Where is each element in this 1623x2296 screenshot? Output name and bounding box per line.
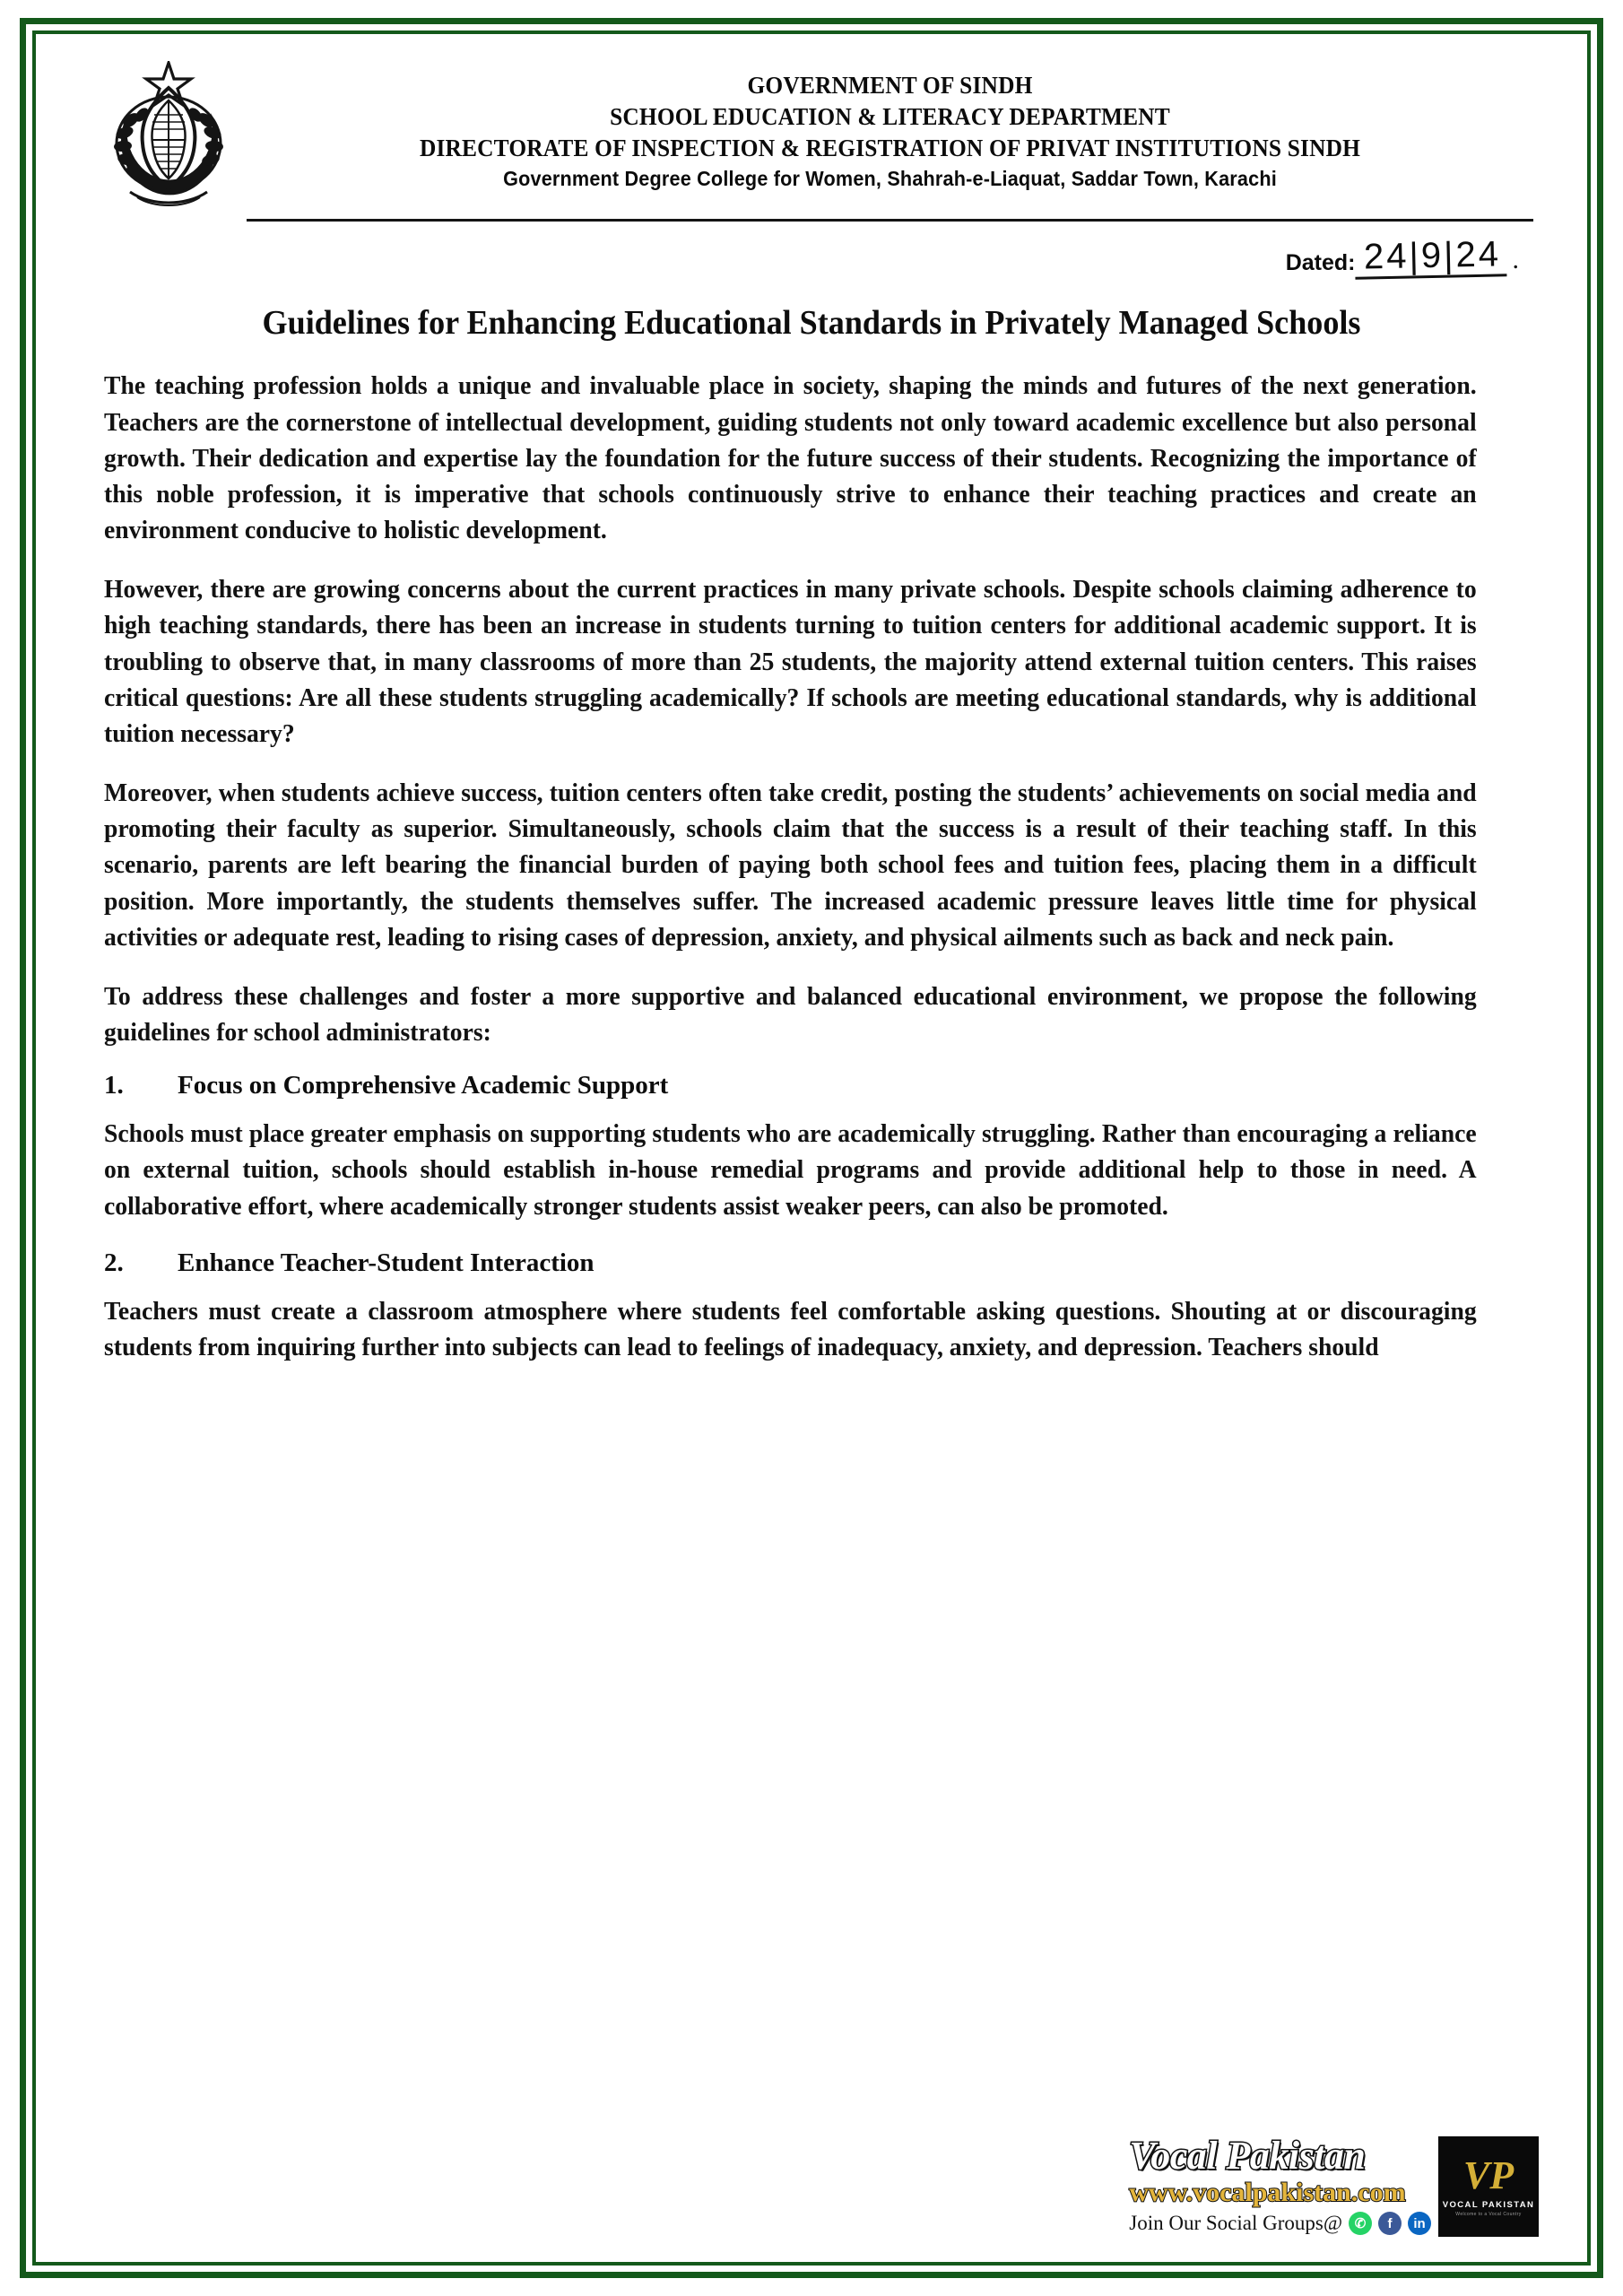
watermark-social-row <box>1129 2212 1431 2235</box>
watermark-join-label: Join Our Social Groups@ <box>1129 2212 1342 2234</box>
watermark-brand-name: Vocal Pakistan <box>1129 2133 1366 2178</box>
dated-field <box>54 222 1569 278</box>
logo-name: VOCAL PAKISTAN <box>1442 2200 1535 2210</box>
section-title-1: Focus on Comprehensive Academic Support <box>178 1071 669 1100</box>
paragraph-intro: The teaching profession holds a unique and invaluable place in society, shaping the minds and futures of the next generation. Teachers are the cornerstone of intellectual development, guiding students not only toward academic excellence but also personal growth. Their dedication and expertise lay the foundation for the future success of their students. Recognizing the importance of this noble profession, it is imperative that schools continuously strive to enhance their teaching practices and create an environment conducive to holistic development. <box>104 372 1477 545</box>
paragraph-proposal: To address these challenges and foster a more supportive and balanced educational environment, we propose the following guidelines for school administrators: <box>104 982 1477 1048</box>
section-number-2: 2. <box>104 1248 124 1277</box>
pakistan-state-emblem-icon <box>90 56 247 212</box>
page-content <box>54 47 1569 2249</box>
section-body-2: Teachers must create a classroom atmosphere where students feel comfortable asking questions. Shouting at or discouraging students from inquiring further into subjects can lead to feelings of inadequacy, anxiety, and depression. Teachers should <box>104 1297 1477 1361</box>
letterhead-line-directorate: DIRECTORATE OF INSPECTION & REGISTRATION OF PRIVAT INSTITUTIONS SINDH <box>419 135 1361 162</box>
section-heading-1 <box>104 1071 1519 1100</box>
whatsapp-icon[interactable]: ✆ <box>1349 2212 1372 2235</box>
dated-label: Dated: <box>1285 250 1356 275</box>
logo-tagline: Welcome to a Vocal Country <box>1455 2212 1522 2217</box>
vocal-pakistan-watermark <box>1129 2133 1539 2238</box>
section-body-1: Schools must place greater emphasis on supporting students who are academically struggling. Rather than encouraging a reliance on external tuition, schools should establish in-house remedial programs and provide additional help to those in need. A collaborative effort, where academically stronger students assist weaker peers, can also be promoted. <box>104 1120 1477 1221</box>
letterhead-line-address: Government Degree College for Women, Shahrah-e-Liaquat, Saddar Town, Karachi <box>503 167 1277 191</box>
linkedin-icon[interactable]: in <box>1408 2212 1431 2235</box>
letterhead-line-government: GOVERNMENT OF SINDH <box>747 72 1033 99</box>
section-number-1: 1. <box>104 1071 124 1100</box>
letterhead-line-department: SCHOOL EDUCATION & LITERACY DEPARTMENT <box>610 103 1170 131</box>
paragraph-concerns: However, there are growing concerns about the current practices in many private schools. Despite schools claiming adherence to high teaching standards, there has been an increase in students turning to tuition centers for additional academic support. It is troubling to observe that, in many classrooms of more than 25 students, the majority attend external tuition centers. This raises critical questions: Are all these students struggling academically? If schools are meeting educational standards, why is additional tuition necessary? <box>104 576 1477 748</box>
watermark-text-block <box>1129 2133 1431 2238</box>
vocal-pakistan-logo <box>1438 2136 1539 2237</box>
section-title-2: Enhance Teacher-Student Interaction <box>178 1248 595 1277</box>
section-heading-2 <box>104 1248 1519 1278</box>
logo-monogram: VP <box>1462 2153 1515 2197</box>
paragraph-impact: Moreover, when students achieve success, tuition centers often take credit, posting the students’ achievements on social media and promoting their faculty as superior. Simultaneously, schools claim that the success is a result of their teaching staff. In this scenario, parents are left bearing the financial burden of paying both school fees and tuition fees, placing them in a difficult position. More importantly, the students themselves suffer. The increased academic pressure leaves little time for physical activities or adequate rest, leading to rising cases of depression, anxiety, and physical ailments such as back and neck pain. <box>104 779 1477 952</box>
letterhead <box>54 47 1569 212</box>
document-body <box>54 345 1569 1366</box>
page-title: Guidelines for Enhancing Educational Standards in Privately Managed Schools <box>262 304 1361 342</box>
watermark-website-url: www.vocalpakistan.com <box>1129 2177 1406 2207</box>
facebook-icon[interactable]: f <box>1378 2212 1402 2235</box>
dated-trailing-mark: . <box>1512 245 1519 274</box>
dated-handwritten-value: 24|9|24 <box>1355 236 1507 280</box>
letterhead-text <box>247 56 1533 193</box>
